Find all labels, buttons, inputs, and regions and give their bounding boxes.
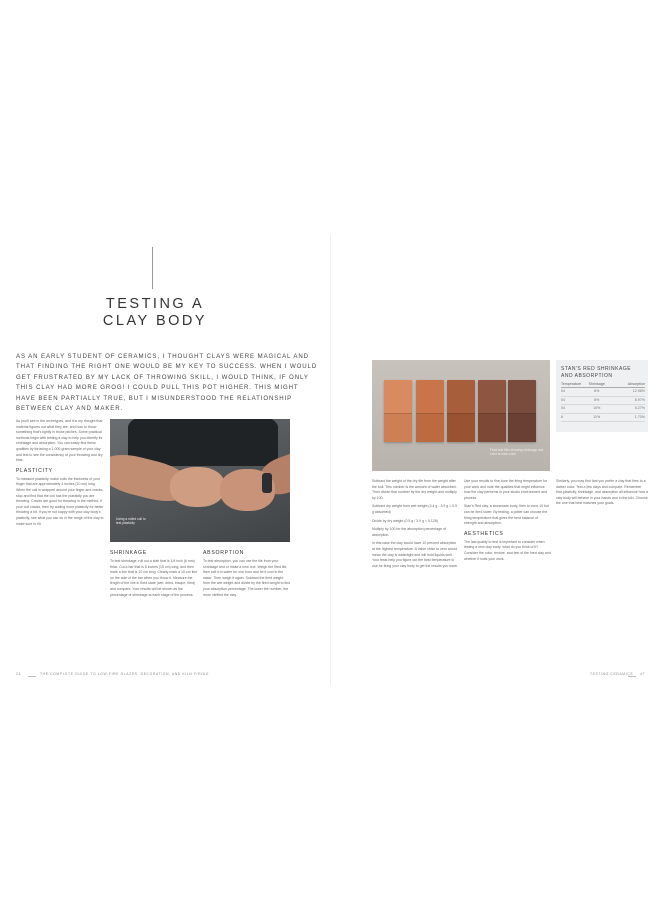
column-6 (556, 479, 648, 539)
tile-2 (416, 380, 444, 442)
col6-paragraph-1: Similarly, you may find that you prefer a clay that fires to a darker color. Test a few clays and compare. Remember that plasticity, shrinkage, and absorption all influence how a clay body will behave in your hands and in the kiln. Choose the one that best matches your goals. (556, 479, 648, 506)
formula-1: Subtract dry weight from wet weight (4.4 g - 3.9 g = 0.5 g absorbed) (372, 504, 458, 514)
shrinkage-text: To test shrinkage, roll out a slab that is 1/4 inch (6 mm) thick. Cut a bar that is 6 inches (15 cm) long, and then mark a line that is 10 cm long. Clearly mark a 10-cm line on the side of the bar when you throw it. Measure the length of the line in fired state (wet, dried, bisque, fired) and compare. Your results will be shown as the percentage of shrinkage at each stage of the process. (110, 559, 198, 597)
col1-paragraph-1: As you'll see in the archetypes, and it is my thought that material figures out what they are, and how to throw something that's lightly in those pitches. Some practical methods begin with testing a clay to help you identify its shrinkage and absorption. You can easily find these qualities by throwing a 1,000-gram sample of your clay and test to see the consistency of your throwing and dry time. (16, 419, 103, 463)
tile-3 (447, 380, 475, 442)
absorption-heading: ABSORPTION (203, 550, 245, 556)
tile-5 (508, 380, 536, 442)
left-running-footer: THE COMPLETE GUIDE TO LOW-FIRE GLAZES, DECORATION, AND KILN FIRING (40, 672, 209, 676)
hands-photo-caption: Using a rolled coil to test plasticity (116, 517, 146, 526)
page-gutter (330, 235, 331, 685)
title-line-2: CLAY BODY (102, 313, 208, 329)
shrinkage-absorption-table (556, 360, 648, 432)
right-page-number: 47 (640, 672, 645, 676)
plasticity-heading: PLASTICITY (16, 467, 53, 474)
table-title: STAN'S RED SHRINKAGE AND ABSORPTION (561, 366, 632, 379)
formula-2: Divide by dry weight (0.5 g / 3.9 g = 0.128) (372, 518, 438, 523)
aesthetics-heading: AESTHETICS (464, 530, 504, 537)
col4-paragraph-2: In this case the clay would have 10 percent absorption at the highest temperature. A value close to zero would mean the clay is watertight and will hold liquids well. Your tests help you figure out the best temperature to use for firing your clay body to get the results you want. (372, 541, 458, 568)
column-5 (464, 479, 551, 659)
tile-4 (478, 380, 506, 442)
formula-3: Multiply by 100 for the absorption percentage of absorption. (372, 527, 446, 537)
intro-paragraph: AS AN EARLY STUDENT OF CERAMICS, I THOUGHT CLAYS WERE MAGICAL AND THAT FINDING THE RIGHT ONE WOULD BE MY KEY TO SUCCESS. WHEN I WOULD GET FRUSTRATED BY MY LACK OF THROWING SKILL, I WOULD THINK, IF ONLY THIS CLAY HAD MORE GROG! I COULD PULL THIS POT HIGHER. THIS MIGHT HAVE BEEN PARTIALLY TRUE, BUT I MISUNDERSTOOD THE RELATIONSHIP BETWEEN CLAY AND MAKER. (16, 353, 318, 413)
left-footer-rule (28, 676, 36, 677)
right-footer-rule (628, 676, 636, 677)
right-running-footer: TESTING CERAMICS (590, 672, 634, 676)
tile-1 (384, 380, 412, 442)
col4-paragraph-1: Subtract the weight of the dry tile from the weight after the boil. This number is the amount of water absorbed. Then divide that number by the dry weight and multiply by 100. (372, 479, 457, 500)
column-2 (110, 546, 198, 659)
column-4 (372, 479, 459, 659)
table-row: 04 8% 8.97% (561, 397, 645, 406)
table-row: 6 11% 1.70% (561, 414, 645, 423)
table-header: Temperature Shrinkage Absorption (561, 382, 645, 386)
col5-paragraph-1: Use your results to fine-tune the firing temperature for your work and note the qualities that might influence how the clay performs in your studio environment and process. (464, 479, 548, 500)
tiles-photo-caption: Fired test tiles showing shrinkage and color at each cone (490, 448, 544, 456)
page-title (80, 296, 230, 330)
shrinkage-heading: SHRINKAGE (110, 550, 147, 556)
col5-paragraph-3: The last quality to test is important to consider when testing a new clay body: what do you think of it? Consider the color, texture, and feel of the fired clay and whether it suits your work. (464, 539, 551, 561)
absorption-text: To test absorption, you can use the tile from your shrinkage test or make a new one. Weigh the fired tile, then boil it in water for one hour and let it cool in the water. Then weigh it again. Subtract the fired weight from the wet weight and divide by the fired weight to find your absorption percentage. The lower the number, the more vitrified the clay. (203, 559, 291, 597)
title-line-1: TESTING A (105, 296, 205, 312)
column-1 (16, 419, 104, 659)
hands-photo (110, 419, 290, 542)
table-row: 04 10% 5.27% (561, 405, 645, 414)
watch (262, 473, 272, 493)
col1-paragraph-2: To measure plasticity, make coils the thickness of your finger that are approximately 4 inches (10 cm) long. When the coil is wrapped around your finger and cracks, stop and find that the coil has the plasticity you are throwing. Cracks are good for throwing in the method. If your coil cracks, then try adding more plasticity for better throwing a bit. If you're not happy with your clay body's plasticity, see what you can do in the range of the clay to make sure to fill. (16, 476, 104, 526)
title-rule (152, 247, 153, 289)
table-body (561, 388, 645, 422)
test-tiles-photo (372, 360, 550, 471)
left-page-number: 24 (16, 672, 21, 676)
col5-paragraph-2: Stan's Red clay, a stoneware body, fires to cone 10 but can be fired lower. By testing, a potter can choose the firing temperature that gives the best balance of strength and absorption. (464, 504, 549, 526)
table-row: 04 6% 12.96% (561, 388, 645, 397)
column-3 (203, 546, 291, 659)
